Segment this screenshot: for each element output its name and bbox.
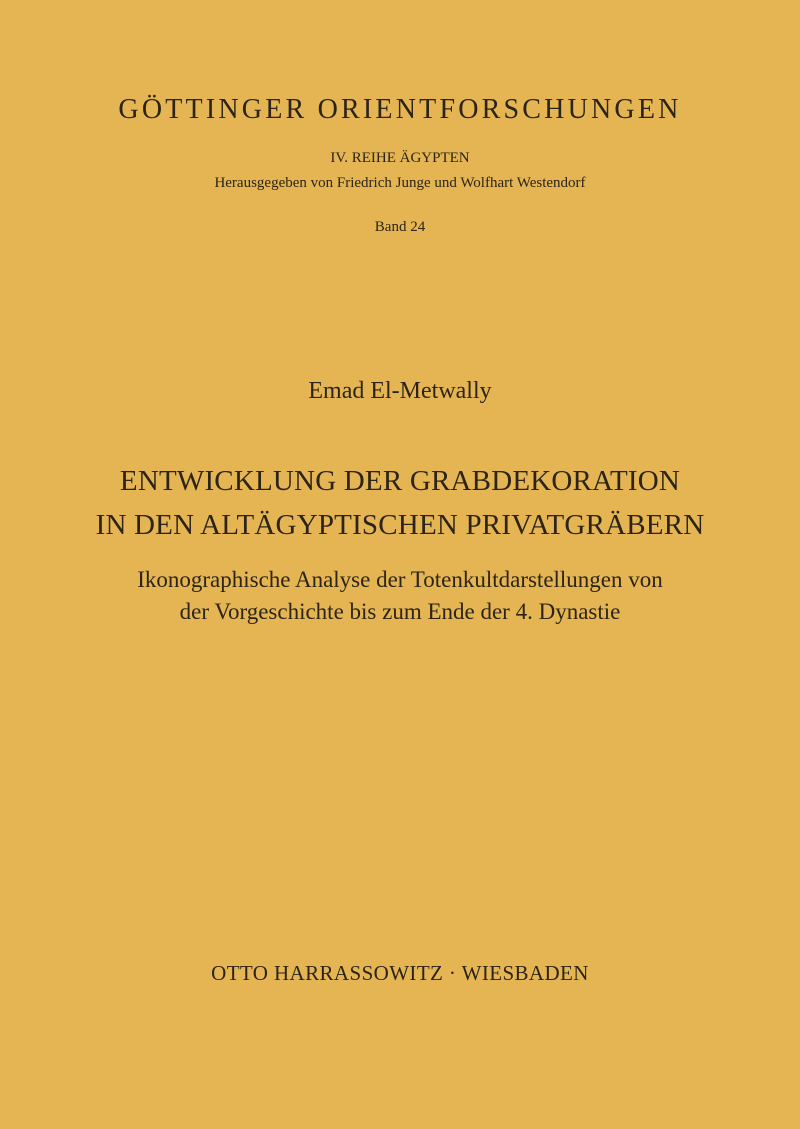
book-subtitle-line-1: Ikonographische Analyse der Totenkultdarstellungen von (137, 567, 663, 592)
series-subseries: IV. REIHE ÄGYPTEN (330, 150, 470, 166)
publisher-imprint: OTTO HARRASSOWITZ · WIESBADEN (211, 961, 589, 985)
book-subtitle-line-2: der Vorgeschichte bis zum Ende der 4. Dynastie (179, 599, 621, 624)
series-editors: Herausgegeben von Friedrich Junge und Wolfhart Westendorf (214, 175, 586, 191)
series-title: GÖTTINGER ORIENTFORSCHUNGEN (118, 94, 682, 125)
series-volume: Band 24 (374, 219, 426, 235)
author-name: Emad El-Metwally (308, 378, 492, 404)
book-title-line-1: ENTWICKLUNG DER GRABDEKORATION (119, 465, 681, 497)
book-title-line-2: IN DEN ALTÄGYPTISCHEN PRIVATGRÄBERN (95, 509, 705, 541)
